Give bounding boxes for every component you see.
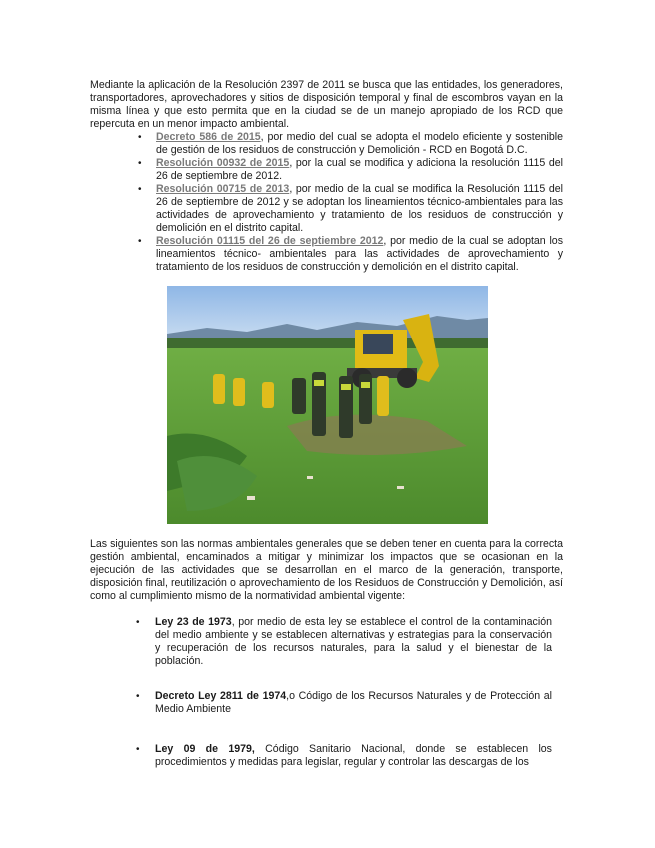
list-item: [90, 131, 563, 157]
intro-paragraph: [90, 79, 563, 131]
resolucion-00715-link[interactable]: Resolución 00715 de 2013: [156, 183, 290, 195]
resolutions-list-wrap: [90, 131, 563, 274]
bullet-icon: •: [138, 132, 142, 143]
bullet-icon: •: [138, 236, 142, 247]
bullet-icon: •: [136, 744, 140, 755]
list-item: [90, 183, 563, 235]
bullet-icon: •: [138, 158, 142, 169]
norm-item-decreto-2811: [136, 690, 552, 716]
norm-text: , por medio de esta ley se establece el control de la contaminación del medio ambiente y se establecen alternativas y estrategias para la conservación y recuperación de los recursos naturales, para la salud y el bienestar de la población.: [155, 616, 552, 667]
intro-text: Mediante la aplicación de la Resolución 2397 de 2011 se busca que las entidades, los generadores, transportadores, aprovechadores y sitios de disposición temporal y final de escombros vayan en la misma línea y que esto permita que en la ciudad se de un manejo apropiado de los RCD que repercuta en un menor impacto ambiental.: [90, 79, 563, 130]
resolucion-00932-link[interactable]: Resolución 00932 de 2015: [156, 157, 290, 169]
list-item-text: , por la cual se modifica y adiciona la resolución 1115 del 26 de septiembre de 2012.: [156, 157, 563, 182]
decreto-586-link[interactable]: Decreto 586 de 2015: [156, 131, 261, 143]
norm-item-ley-09: [136, 743, 552, 769]
list-item: [90, 157, 563, 183]
norm-title: Ley 09 de 1979,: [155, 743, 255, 755]
resolucion-01115-link[interactable]: Resolución 01115 del 26 de septiembre 2012: [156, 235, 384, 247]
construction-site-photo: [167, 286, 488, 524]
bullet-icon: •: [136, 691, 140, 702]
list-item: [90, 235, 563, 274]
norm-text: Código Sanitario Nacional, donde se establecen los procedimientos y medidas para legislar, regular y controlar las descargas de los: [155, 743, 552, 768]
norms-intro-text: Las siguientes son las normas ambientales generales que se deben tener en cuenta para la correcta gestión ambiental, encaminados a mitigar y minimizar los impactos que se ocasionan en la ejecución de las actividades que se desarrollan en el marco de la generación, transporte, disposición final, reutilización o aprovechamiento de los Residuos de Construcción y Demolición, así como al cumplimiento mismo de la normatividad ambiental vigente:: [90, 538, 563, 602]
norm-text: ,o Código de los Recursos Naturales y de Protección al Medio Ambiente: [155, 690, 552, 715]
norms-intro-paragraph: [90, 538, 563, 603]
bullet-icon: •: [136, 617, 140, 628]
list-item-text: , por medio de la cual se adoptan los lineamientos técnico- ambientales para las actividades de aprovechamiento y tratamiento de los residuos de construcción y demolición en el distrito capital.: [156, 235, 563, 273]
norm-title: Ley 23 de 1973: [155, 616, 232, 628]
norm-title: Decreto Ley 2811 de 1974: [155, 690, 287, 702]
bullet-icon: •: [138, 184, 142, 195]
norm-item-ley-23: [136, 616, 552, 668]
list-item-text: , por medio del cual se adopta el modelo eficiente y sostenible de gestión de los residuos de construcción y Demolición - RCD en Bogotá D.C.: [156, 131, 563, 156]
list-item-text: , por medio de la cual se modifica la Resolución 1115 del 26 de septiembre de 2012 y se adoptan los lineamientos técnico-ambientales para las actividades de aprovechamiento y tratamiento de los residuos de construcción y demolición en el distrito capital.: [156, 183, 563, 234]
resolutions-list: [90, 131, 563, 274]
photo-illustration: [167, 286, 488, 524]
